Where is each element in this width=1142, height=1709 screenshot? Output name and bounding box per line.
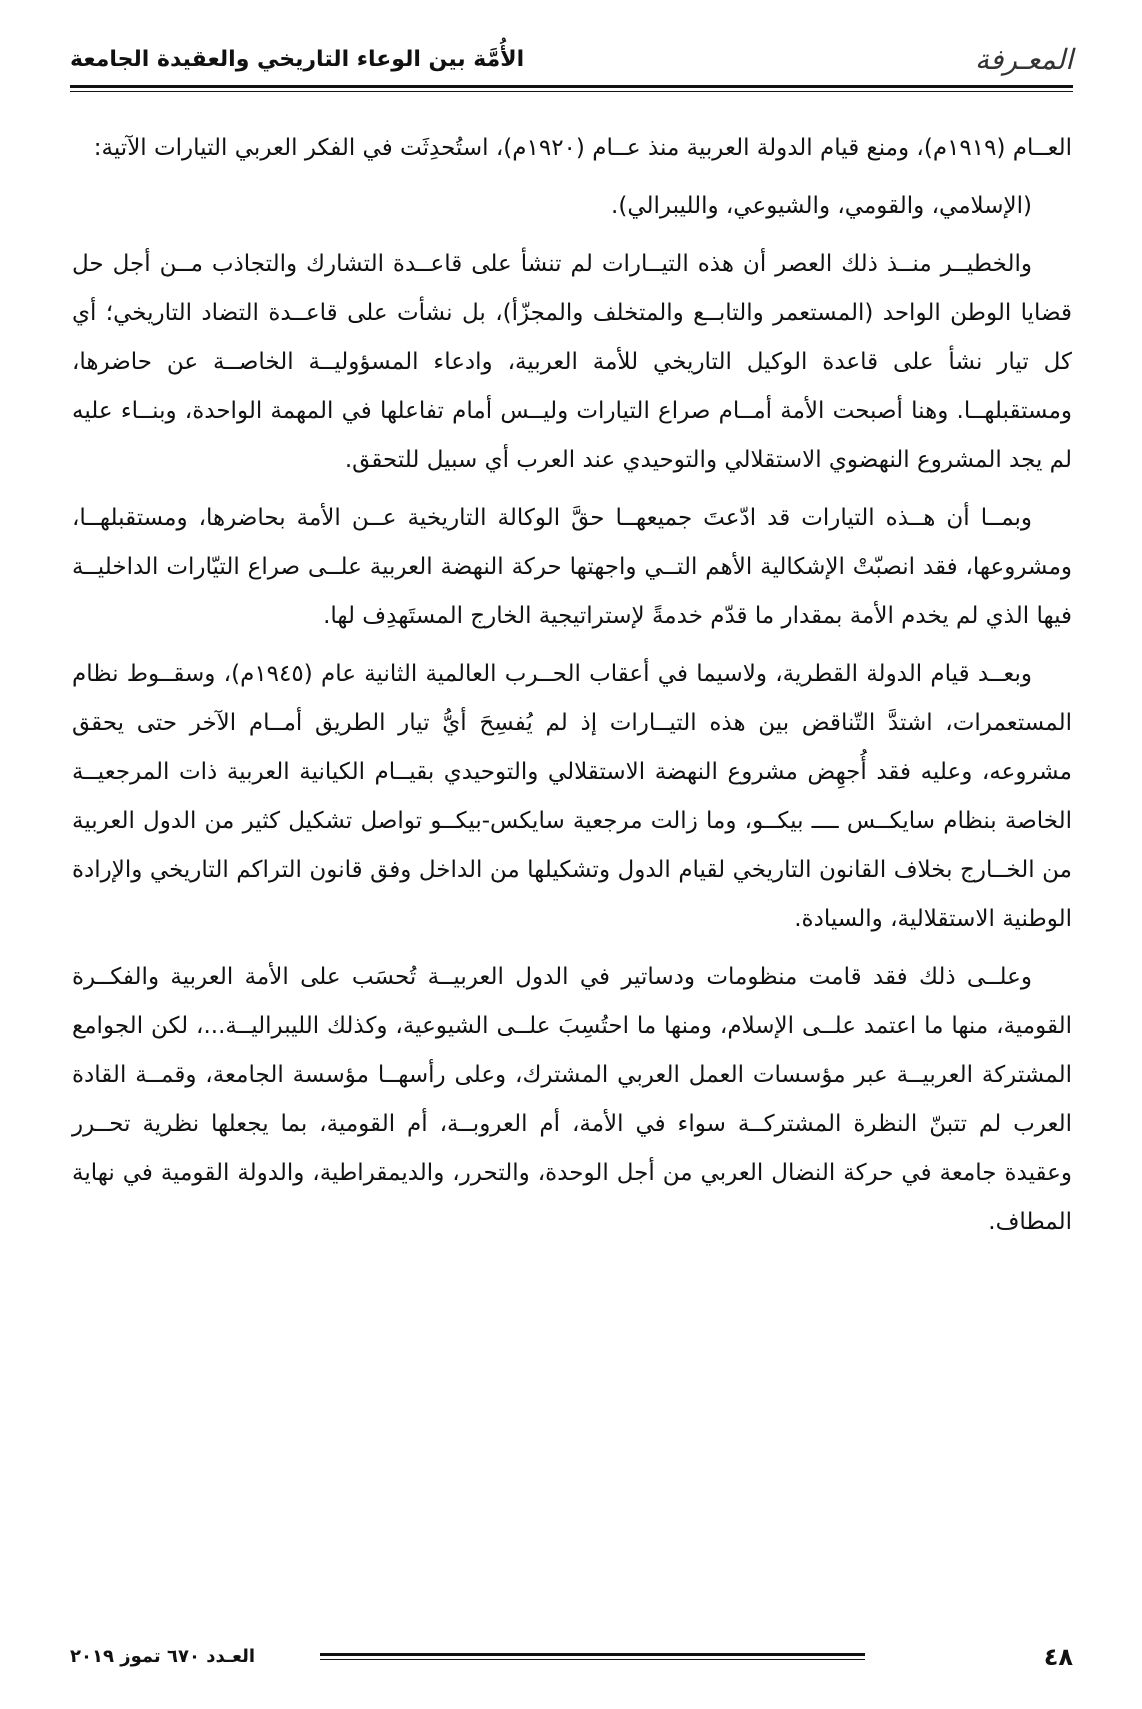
- header-rule-thick: [70, 85, 1073, 88]
- paragraph: العــام (١٩١٩م)، ومنع قيام الدولة العربية منذ عــام (١٩٢٠م)، استُحدِثَت في الفكر العربي التيارات الآتية:: [93, 135, 1072, 161]
- running-title: الأُمَّة بين الوعاء التاريخي والعقيدة الجامعة: [70, 47, 525, 72]
- paragraph: وعلــى ذلك فقد قامت منظومات ودساتير في الدول العربيــة تُحسَب على الأمة العربية والفكــرة القومية، منها ما اعتمد علــى الإسلام، ومنها ما احتُسِبَ علــى الشيوعية، وكذلك الليبراليــة...، لكن الجوامع المشتركة العربيــة عبر مؤسسات العمل العربي المشترك، وعلى رأسهــا مؤسسة الجامعة، وقمــة القادة العرب لم تتبنّ النظرة المشتركــة سواء في الأمة، أم العروبــة، أم القومية، بما يجعلها نظرية تحــرر وعقيدة جامعة في حركة النضال العربي من أجل الوحدة، والتحرر، والديمقراطية، والدولة القومية في نهاية المطاف.: [72, 964, 1072, 1235]
- header-rule-thin: [70, 91, 1073, 92]
- journal-logo: المعـرفة: [974, 43, 1073, 76]
- page-header: [70, 42, 1073, 82]
- page-number: ٤٨: [1043, 1643, 1073, 1671]
- page-footer: [70, 1640, 1073, 1680]
- paragraph: (الإسلامي، والقومي، والشيوعي، والليبرالي).: [611, 193, 1032, 219]
- footer-rule-thick: [320, 1653, 865, 1656]
- paragraph: وبعــد قيام الدولة القطرية، ولاسيما في أعقاب الحــرب العالمية الثانية عام (١٩٤٥م)، وسقــوط نظام المستعمرات، اشتدَّ التّناقض بين هذه التيــارات إذ لم يُفسِحَ أيُّ تيار الطريق أمــام الآخر حتى يحقق مشروعه، وعليه فقد أُجهِض مشروع النهضة الاستقلالي والتوحيدي بقيــام الكيانية العربية ذات المرجعيــة الخاصة بنظام سايكــس ــــ بيكــو، وما زالت مرجعية سايكس-بيكــو تواصل تشكيل كثير من الدول العربية من الخــارج بخلاف القانون التاريخي لقيام الدول وتشكيلها من الداخل وفق قانون التراكم التاريخي والإرادة الوطنية الاستقلالية، والسيادة.: [72, 661, 1072, 932]
- paragraph: والخطيــر منــذ ذلك العصر أن هذه التيــارات لم تنشأ على قاعــدة التشارك والتجاذب مــن أجل حل قضايا الوطن الواحد (المستعمر والتابــع والمتخلف والمجزّأ)، بل نشأت على قاعــدة التضاد التاريخي؛ أي كل تيار نشأ على قاعدة الوكيل التاريخي للأمة العربية، وادعاء المسؤوليــة الخاصــة عن حاضرها، ومستقبلهــا. وهنا أصبحت الأمة أمــام صراع التيارات وليــس أمام تفاعلها في المهمة الواحدة، وبنــاء عليه لم يجد المشروع النهضوي الاستقلالي والتوحيدي عند العرب أي سبيل للتحقق.: [72, 251, 1072, 473]
- paragraph: وبمــا أن هــذه التيارات قد ادّعتَ جميعهــا حقَّ الوكالة التاريخية عــن الأمة بحاضرها، ومستقبلهــا، ومشروعها، فقد انصبّتْ الإشكالية الأهم التــي واجهتها حركة النهضة العربية علــى صراع التيّارات الداخليــة فيها الذي لم يخدم الأمة بمقدار ما قدّم خدمةً لإستراتيجية الخارج المستَهدِف لها.: [72, 505, 1072, 629]
- issue-info: العـدد ٦٧٠ تموز ٢٠١٩: [70, 1646, 256, 1667]
- article-body: [72, 124, 1072, 1256]
- footer-rule-thin: [320, 1659, 865, 1660]
